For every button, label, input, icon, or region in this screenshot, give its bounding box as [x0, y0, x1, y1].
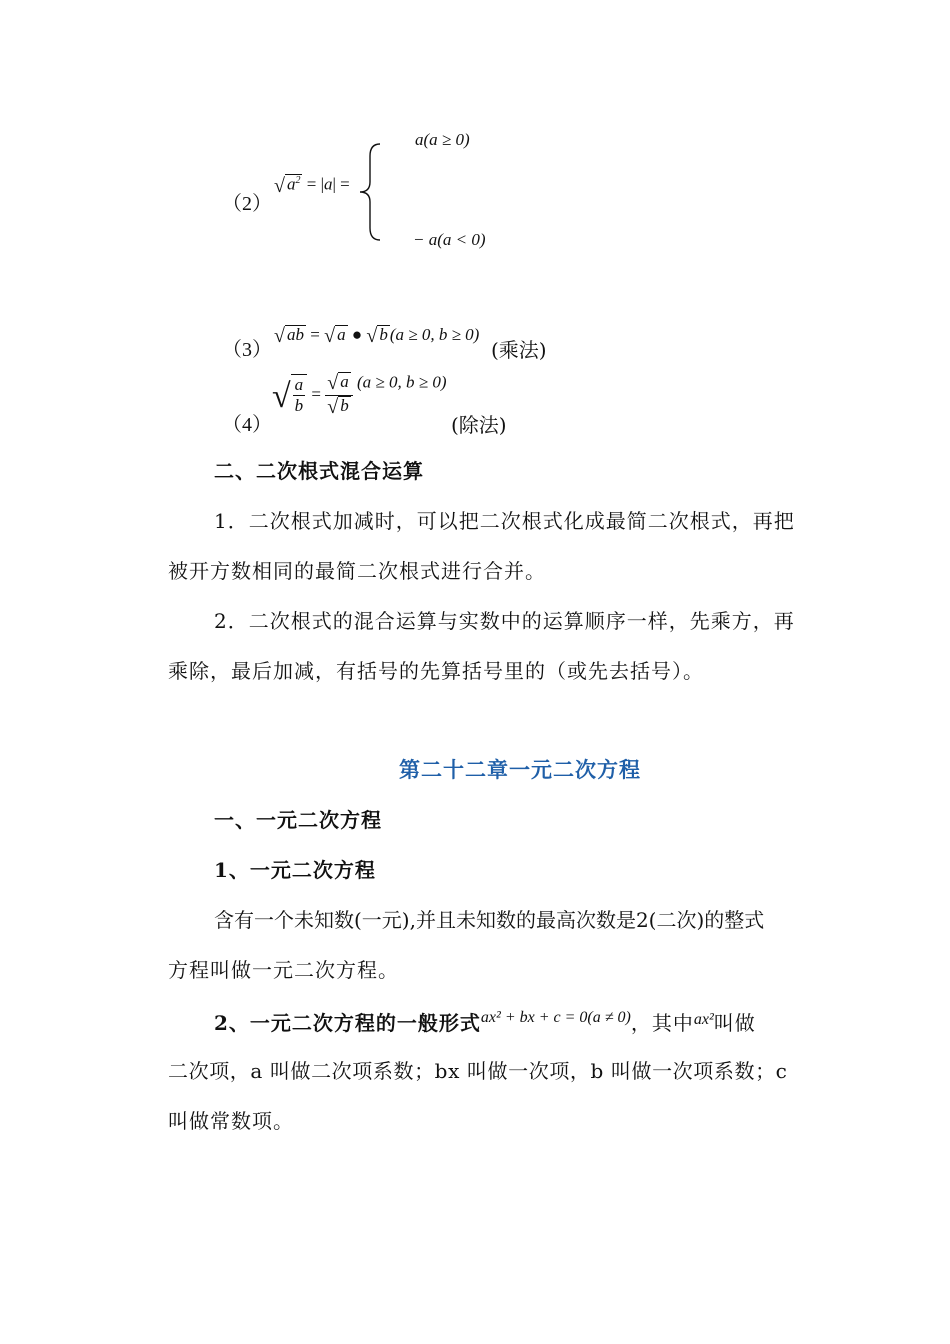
formula-4-label: （4）: [222, 414, 272, 436]
formula-4-note: (除法): [451, 413, 507, 437]
definition-line-1: 含有一个未知数(一元),并且未知数的最高次数是2(二次)的整式: [214, 908, 765, 932]
formula-2-case-1: a(a ≥ 0): [415, 130, 470, 149]
section-2-p1-line2: 被开方数相同的最简二次根式进行合并。: [168, 559, 546, 583]
general-form-mid: ，其中: [630, 1011, 694, 1035]
formula-2-label: （2）: [222, 193, 272, 215]
formula-2-lhs: √ $a^2 = |a|$ =: [274, 174, 350, 197]
chapter-heading-2: 1、一元二次方程: [214, 858, 376, 882]
formula-4-condition: (a ≥ 0, b ≥ 0): [357, 372, 447, 392]
chapter-heading-1: 一、一元二次方程: [214, 808, 382, 832]
formula-3-expression: √ ab = √ a ● √ b (a ≥ 0, b ≥ 0): [274, 325, 480, 347]
general-form-tail: 叫做: [713, 1011, 756, 1035]
general-form-label: 2、一元二次方程的一般形式: [214, 1011, 481, 1035]
section-2-heading: 二、二次根式混合运算: [214, 459, 424, 483]
formula-3-condition: (a ≥ 0, b ≥ 0): [389, 325, 480, 344]
terms-line-2: 二次项，a 叫做二次项系数；bx 叫做一次项，b 叫做一次项系数；c: [168, 1059, 788, 1083]
definition-line-2: 方程叫做一元二次方程。: [168, 958, 399, 982]
chapter-title: 第二十二章一元二次方程: [399, 757, 641, 782]
left-brace: [356, 140, 386, 244]
section-2-p2-line2: 乘除，最后加减，有括号的先算括号里的（或先去括号）。: [168, 659, 704, 683]
formula-3-note: (乘法): [491, 338, 547, 362]
section-2-p2-line1: 2．二次根式的混合运算与实数中的运算顺序一样，先乘方，再: [214, 609, 795, 633]
formula-2-case-2: − a(a < 0): [413, 230, 486, 249]
formula-3-label: （3）: [222, 339, 272, 361]
formula-4-expression: √ $\frac{a}{b}$ = $\frac{√ a}{√ b}$ (a ≥ 0, b ≥ 0): [272, 372, 447, 418]
general-form-term: ax²: [693, 1011, 714, 1028]
section-2-p1-line1: 1．二次根式加减时，可以把二次根式化成最简二次根式，再把: [214, 509, 795, 533]
general-form-line: [214, 1007, 756, 1036]
general-form-formula: ax² + bx + c = 0(a ≠ 0): [480, 1009, 631, 1026]
terms-line-3: 叫做常数项。: [168, 1109, 294, 1133]
